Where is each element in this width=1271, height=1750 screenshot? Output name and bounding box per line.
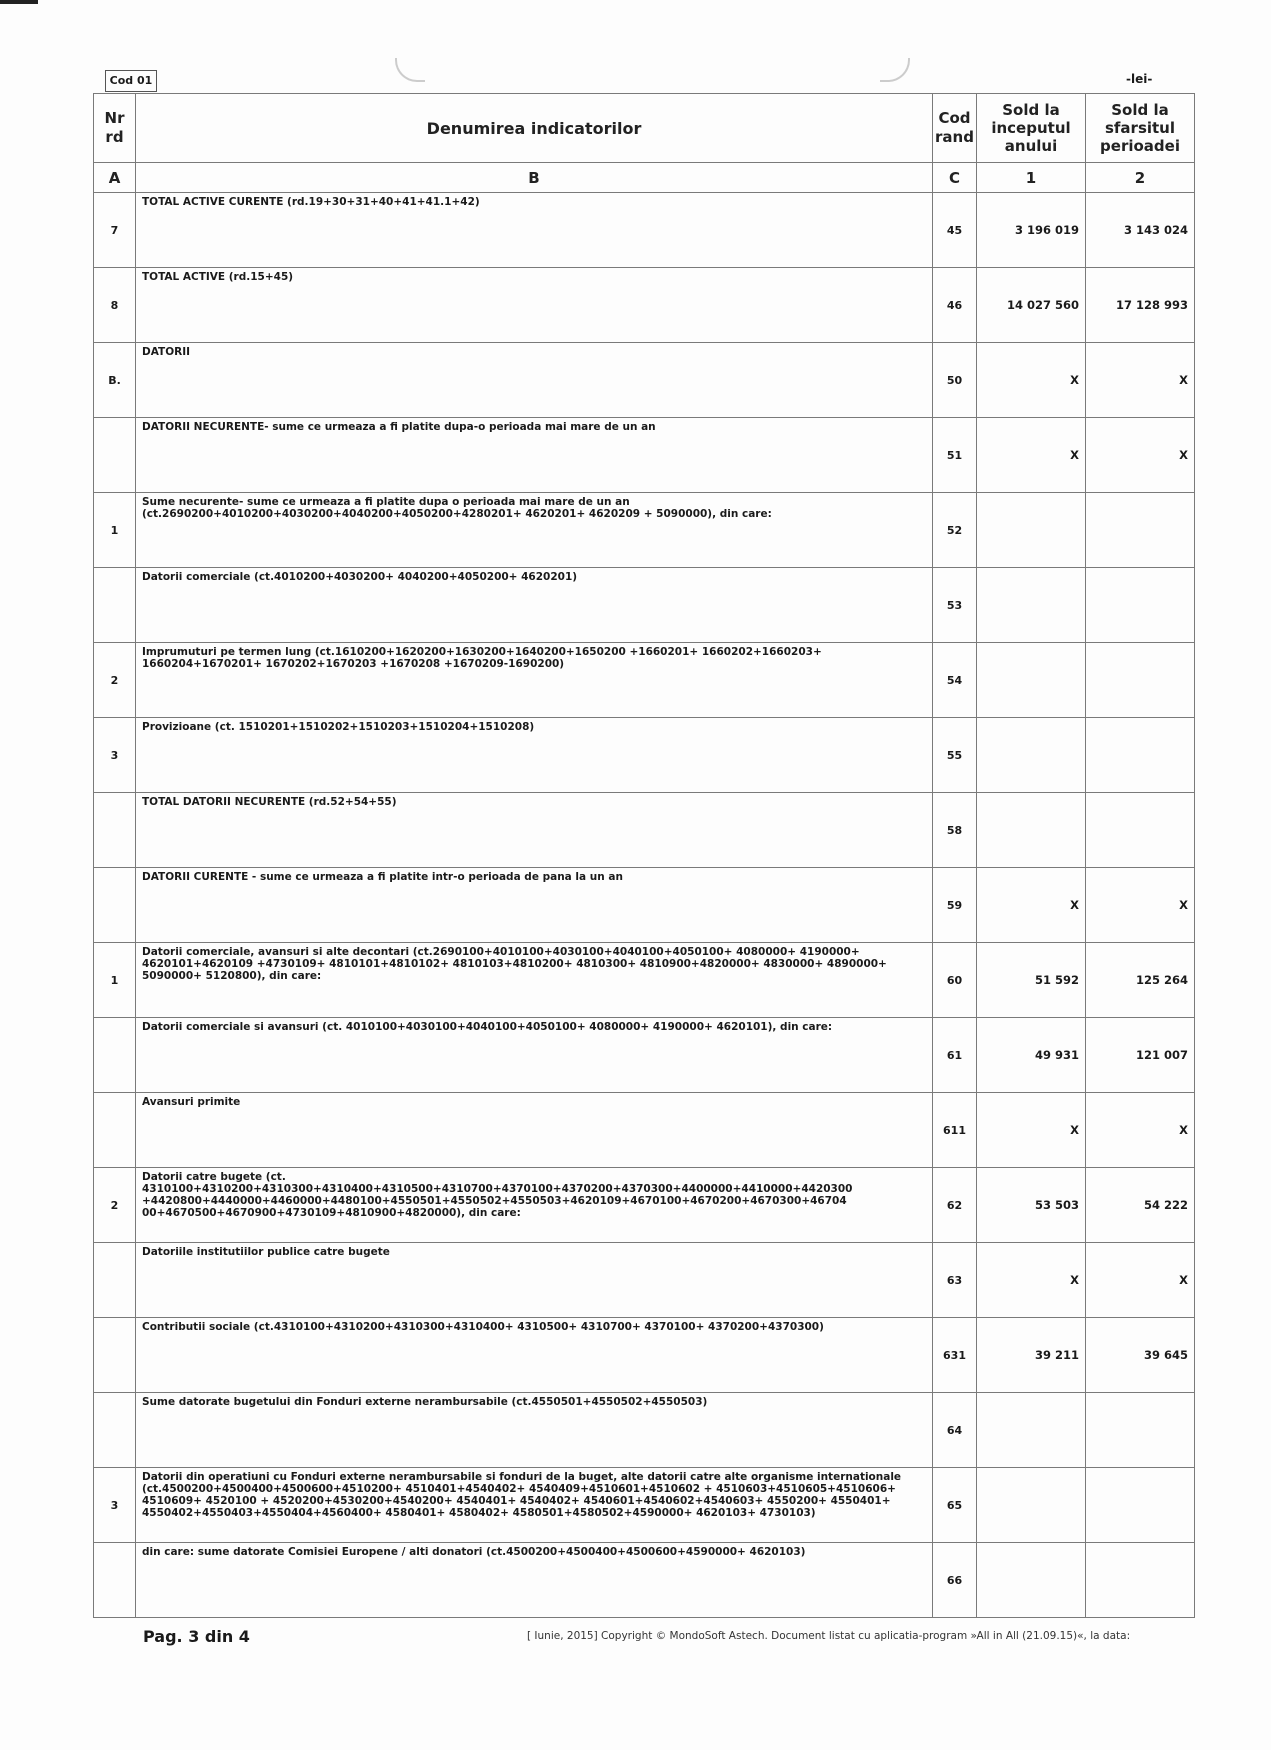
- form-code: Cod 01: [105, 70, 157, 92]
- row-sold-sfarsit: [1086, 718, 1195, 793]
- row-nr: 2: [94, 643, 136, 718]
- row-nr: [94, 1018, 136, 1093]
- table-row: [94, 1243, 1195, 1318]
- row-cod: 60: [933, 943, 977, 1018]
- table-row: [94, 193, 1195, 268]
- table-row: [94, 1468, 1195, 1543]
- row-name: Sume necurente- sume ce urmeaza a fi platite dupa o perioada mai mare de un an (ct.2690200+4010200+4030200+4040200+4050200+4280201+ 4620201+ 4620209 + 5090000), din care:: [136, 493, 933, 568]
- table-row: [94, 718, 1195, 793]
- row-cod: 66: [933, 1543, 977, 1618]
- row-sold-sfarsit: X: [1086, 868, 1195, 943]
- row-sold-inceput: 14 027 560: [977, 268, 1086, 343]
- row-cod: 53: [933, 568, 977, 643]
- row-sold-sfarsit: 125 264: [1086, 943, 1195, 1018]
- row-name: Datorii catre bugete (ct. 4310100+4310200+4310300+4310400+4310500+4310700+4370100+4370200+4370300+4400000+4410000+4420300 +4420800+4440000+4460000+4480100+4550501+4550502+4550503+4620109+4670100+4670200+4670300+46704 00+4670500+4670900+4730109+4810900+4820000), din care:: [136, 1168, 933, 1243]
- table-row: [94, 343, 1195, 418]
- row-name: TOTAL ACTIVE (rd.15+45): [136, 268, 933, 343]
- row-sold-inceput: [977, 493, 1086, 568]
- row-cod: 61: [933, 1018, 977, 1093]
- table-row: [94, 418, 1195, 493]
- row-sold-inceput: [977, 643, 1086, 718]
- subheader-2: 2: [1086, 163, 1195, 193]
- header-sold-sfarsit: Sold la sfarsitul perioadei: [1086, 94, 1195, 163]
- row-cod: 46: [933, 268, 977, 343]
- scan-edge-mark: [0, 0, 38, 4]
- row-sold-inceput: [977, 1543, 1086, 1618]
- row-sold-sfarsit: X: [1086, 1093, 1195, 1168]
- subheader-b: B: [136, 163, 933, 193]
- page-number: Pag. 3 din 4: [143, 1627, 250, 1646]
- row-cod: 631: [933, 1318, 977, 1393]
- row-cod: 62: [933, 1168, 977, 1243]
- row-nr: [94, 568, 136, 643]
- row-name: Imprumuturi pe termen lung (ct.1610200+1620200+1630200+1640200+1650200 +1660201+ 1660202+1660203+ 1660204+1670201+ 1670202+1670203 +1670208 +1670209-1690200): [136, 643, 933, 718]
- row-sold-inceput: 39 211: [977, 1318, 1086, 1393]
- row-sold-inceput: X: [977, 868, 1086, 943]
- row-nr: [94, 793, 136, 868]
- row-nr: 1: [94, 943, 136, 1018]
- row-name: Datorii din operatiuni cu Fonduri externe nerambursabile si fonduri de la buget, alte datorii catre alte organisme internationale (ct.4500200+4500400+4500600+4510200+ 4510401+4540402+ 4540409+4510601+4510602 + 4510603+4510605+4510606+ 4510609+ 4520100 + 4520200+4530200+4540200+ 4540401+ 4540402+ 4540601+4540602+4540603+ 4550200+ 4550401+ 4550402+4550403+4550404+4560400+ 4580401+ 4580402+ 4580501+4580502+4590000+ 4620103+ 4730103): [136, 1468, 933, 1543]
- row-name: Avansuri primite: [136, 1093, 933, 1168]
- row-nr: [94, 1543, 136, 1618]
- copyright-note: [ Iunie, 2015] Copyright © MondoSoft Astech. Document listat cu aplicatia-program »All in All (21.09.15)«, la data:: [527, 1630, 1131, 1642]
- table-row: [94, 1318, 1195, 1393]
- row-sold-sfarsit: [1086, 1393, 1195, 1468]
- row-sold-sfarsit: [1086, 643, 1195, 718]
- row-sold-sfarsit: 54 222: [1086, 1168, 1195, 1243]
- table-row: [94, 643, 1195, 718]
- row-sold-sfarsit: X: [1086, 418, 1195, 493]
- header-cod: Cod rand: [933, 94, 977, 163]
- table-row: [94, 1093, 1195, 1168]
- row-sold-sfarsit: 121 007: [1086, 1018, 1195, 1093]
- row-nr: B.: [94, 343, 136, 418]
- row-nr: [94, 1393, 136, 1468]
- table-row: [94, 493, 1195, 568]
- row-sold-sfarsit: [1086, 568, 1195, 643]
- table-row: [94, 943, 1195, 1018]
- row-cod: 58: [933, 793, 977, 868]
- row-sold-sfarsit: 17 128 993: [1086, 268, 1195, 343]
- row-name: TOTAL ACTIVE CURENTE (rd.19+30+31+40+41+41.1+42): [136, 193, 933, 268]
- row-cod: 64: [933, 1393, 977, 1468]
- row-cod: 54: [933, 643, 977, 718]
- subheader-a: A: [94, 163, 136, 193]
- row-sold-inceput: 53 503: [977, 1168, 1086, 1243]
- row-sold-inceput: [977, 718, 1086, 793]
- row-sold-sfarsit: X: [1086, 1243, 1195, 1318]
- row-cod: 52: [933, 493, 977, 568]
- row-sold-inceput: [977, 568, 1086, 643]
- row-sold-sfarsit: X: [1086, 343, 1195, 418]
- row-name: Datorii comerciale, avansuri si alte decontari (ct.2690100+4010100+4030100+4040100+4050100+ 4080000+ 4190000+ 4620101+4620109 +4730109+ 4810101+4810102+ 4810103+4810200+ 4810300+ 4810900+4820000+ 4830000+ 4890000+ 5090000+ 5120800), din care:: [136, 943, 933, 1018]
- row-cod: 63: [933, 1243, 977, 1318]
- row-nr: 1: [94, 493, 136, 568]
- header-nr: Nr rd: [94, 94, 136, 163]
- row-sold-inceput: X: [977, 418, 1086, 493]
- row-name: Provizioane (ct. 1510201+1510202+1510203+1510204+1510208): [136, 718, 933, 793]
- row-cod: 50: [933, 343, 977, 418]
- subheader-1: 1: [977, 163, 1086, 193]
- row-cod: 55: [933, 718, 977, 793]
- row-name: Sume datorate bugetului din Fonduri externe nerambursabile (ct.4550501+4550502+4550503): [136, 1393, 933, 1468]
- row-nr: 3: [94, 718, 136, 793]
- row-cod: 45: [933, 193, 977, 268]
- table-row: [94, 1018, 1195, 1093]
- row-name: Contributii sociale (ct.4310100+4310200+4310300+4310400+ 4310500+ 4310700+ 4370100+ 4370200+4370300): [136, 1318, 933, 1393]
- row-name: DATORII: [136, 343, 933, 418]
- punch-hole-mark: [395, 58, 425, 82]
- table-row: [94, 793, 1195, 868]
- row-cod: 65: [933, 1468, 977, 1543]
- row-name: TOTAL DATORII NECURENTE (rd.52+54+55): [136, 793, 933, 868]
- row-sold-inceput: [977, 1468, 1086, 1543]
- row-nr: 7: [94, 193, 136, 268]
- row-nr: [94, 868, 136, 943]
- table-row: [94, 568, 1195, 643]
- row-sold-sfarsit: [1086, 493, 1195, 568]
- row-cod: 59: [933, 868, 977, 943]
- row-sold-sfarsit: 3 143 024: [1086, 193, 1195, 268]
- row-sold-inceput: X: [977, 1093, 1086, 1168]
- currency-label: -lei-: [1126, 72, 1153, 86]
- row-sold-sfarsit: [1086, 793, 1195, 868]
- row-name: Datorii comerciale si avansuri (ct. 4010100+4030100+4040100+4050100+ 4080000+ 4190000+ 4620101), din care:: [136, 1018, 933, 1093]
- row-sold-inceput: X: [977, 1243, 1086, 1318]
- subheader-c: C: [933, 163, 977, 193]
- row-sold-inceput: 49 931: [977, 1018, 1086, 1093]
- row-sold-inceput: 51 592: [977, 943, 1086, 1018]
- header-sold-inceput: Sold la inceputul anului: [977, 94, 1086, 163]
- balance-table: [93, 93, 1195, 1618]
- row-sold-sfarsit: 39 645: [1086, 1318, 1195, 1393]
- row-sold-inceput: X: [977, 343, 1086, 418]
- row-name: din care: sume datorate Comisiei Europene / alti donatori (ct.4500200+4500400+4500600+4590000+ 4620103): [136, 1543, 933, 1618]
- row-name: DATORII NECURENTE- sume ce urmeaza a fi platite dupa-o perioada mai mare de un an: [136, 418, 933, 493]
- row-sold-sfarsit: [1086, 1468, 1195, 1543]
- header-denumire: Denumirea indicatorilor: [136, 94, 933, 163]
- row-nr: 2: [94, 1168, 136, 1243]
- row-cod: 611: [933, 1093, 977, 1168]
- row-sold-sfarsit: [1086, 1543, 1195, 1618]
- row-cod: 51: [933, 418, 977, 493]
- table-row: [94, 1168, 1195, 1243]
- row-nr: [94, 418, 136, 493]
- row-nr: 8: [94, 268, 136, 343]
- row-sold-inceput: [977, 793, 1086, 868]
- row-name: DATORII CURENTE - sume ce urmeaza a fi platite intr-o perioada de pana la un an: [136, 868, 933, 943]
- row-name: Datorii comerciale (ct.4010200+4030200+ 4040200+4050200+ 4620201): [136, 568, 933, 643]
- row-name: Datoriile institutiilor publice catre bugete: [136, 1243, 933, 1318]
- row-nr: [94, 1243, 136, 1318]
- row-nr: 3: [94, 1468, 136, 1543]
- table-row: [94, 1543, 1195, 1618]
- table-row: [94, 1393, 1195, 1468]
- table-row: [94, 868, 1195, 943]
- row-nr: [94, 1093, 136, 1168]
- row-sold-inceput: 3 196 019: [977, 193, 1086, 268]
- table-row: [94, 268, 1195, 343]
- row-sold-inceput: [977, 1393, 1086, 1468]
- punch-hole-mark: [880, 58, 910, 82]
- row-nr: [94, 1318, 136, 1393]
